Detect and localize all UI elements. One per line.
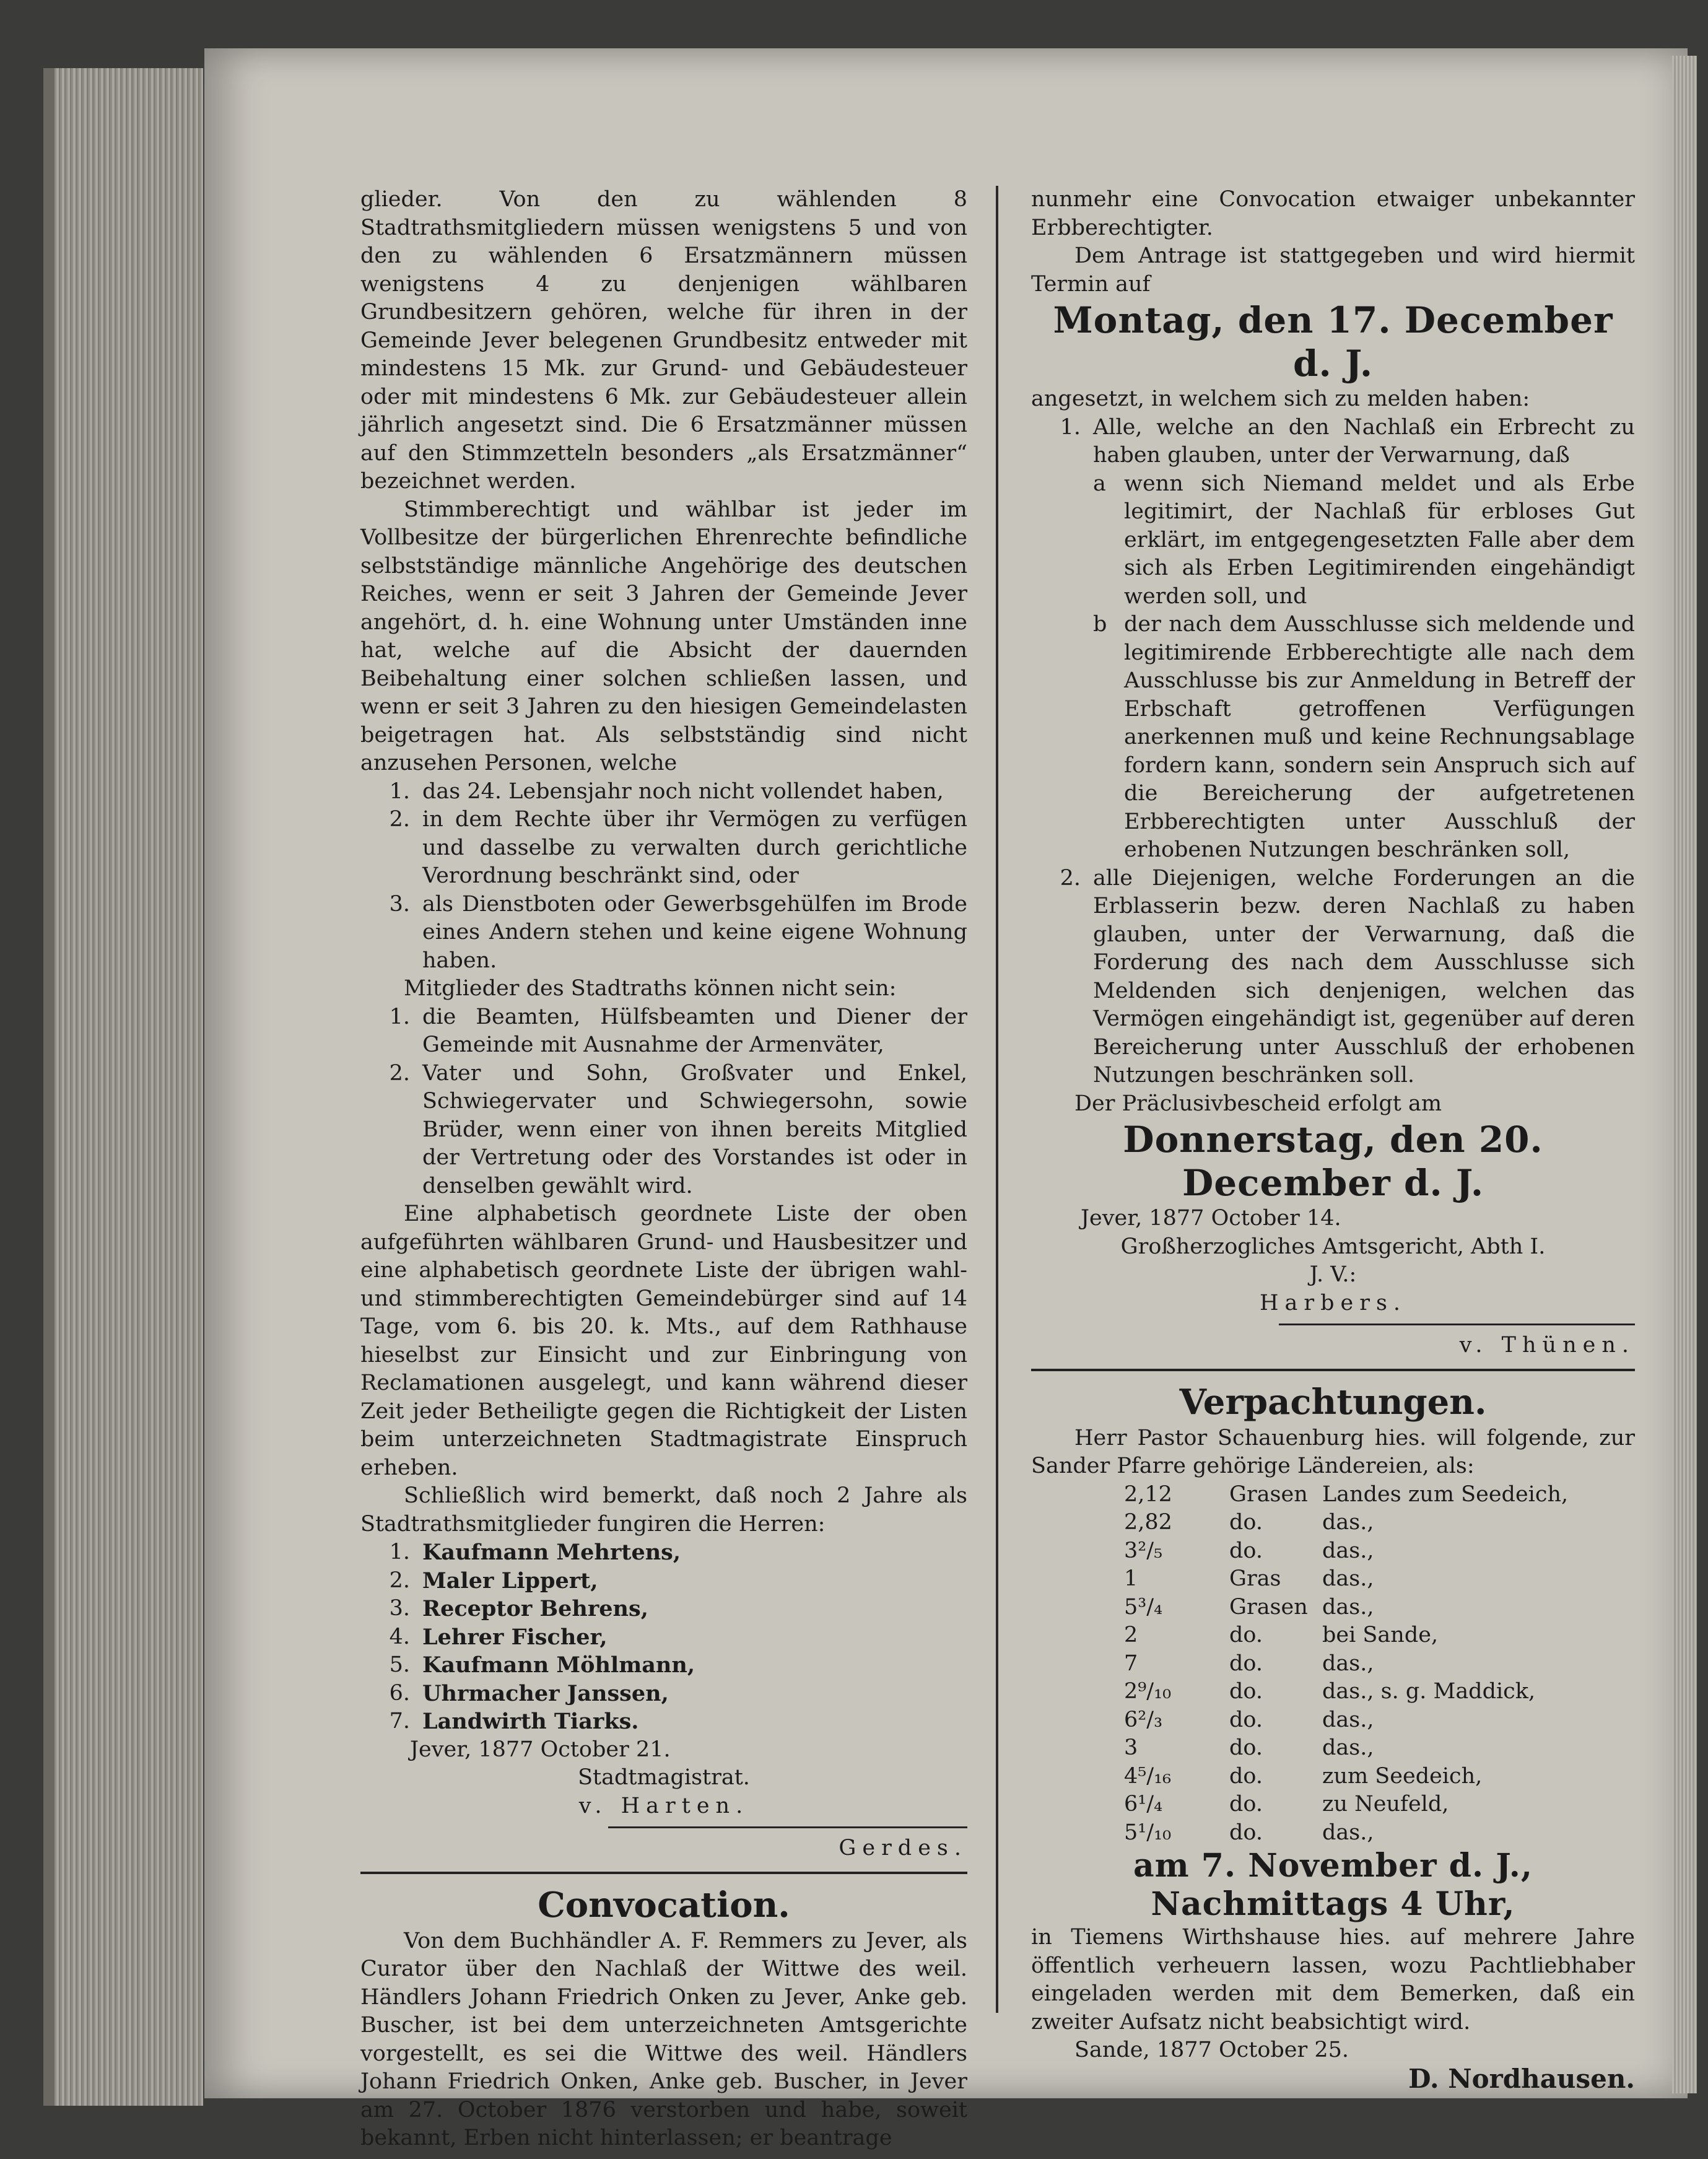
- table-row: 2⁹/₁₀ do. das., s. g. Maddick,: [1124, 1679, 1536, 1704]
- column-divider: [996, 186, 998, 2013]
- clerk: v. Thünen.: [1459, 1333, 1635, 1358]
- list-item: 1. das 24. Lebensjahr noch nicht vollendet haben,: [389, 779, 944, 804]
- ineligible-list: [360, 1003, 967, 1201]
- convocation-continued: nunmehr eine Convocation etwaiger unbekannter Erbberechtigter.: [1031, 187, 1635, 240]
- list-item: 1. Kaufmann Mehrtens,: [389, 1540, 681, 1565]
- table-row: 3²/₅ do. das.,: [1124, 1538, 1374, 1563]
- convocation-title: Convocation.: [538, 1884, 790, 1926]
- left-column: [360, 186, 967, 2153]
- table-row: 4⁵/₁₆ do. zum Seedeich,: [1124, 1763, 1483, 1789]
- list-item: 4. Lehrer Fischer,: [389, 1624, 608, 1650]
- dateline: Jever, 1877 October 14.: [1081, 1206, 1341, 1231]
- claimants-list: [1031, 414, 1635, 1090]
- lease-paragraph: in Tiemens Wirthshause hies. auf mehrere Jahre öffentlich verheuern lassen, wozu Pachtliebhaber eingeladen werden mit dem Bemerken, daß ein zweiter Aufsatz nicht beabsichtigt wird.: [1031, 1925, 1635, 2035]
- clerk: Gerdes.: [839, 1836, 967, 1860]
- lease-table: [1031, 1481, 1635, 1847]
- election-paragraph-2: Stimmberechtigt und wählbar ist jeder im Vollbesitze der bürgerlichen Ehrenrechte befindliche selbstständige männliche Angehörige des deutschen Reiches, wenn er seit 3 Jahren der Gemeinde Jever angehört, d. h. eine Wohnung unter Umständen inne hat, welche auf die Absicht der dauernden Beibehaltung einer solchen schließen lassen, und wenn er seit 3 Jahren zu den hiesigen Gemeindelasten beigetragen hat. Als selbstständig sind nicht anzusehen Personen, welche: [360, 497, 967, 775]
- signature-rule: [1279, 1324, 1635, 1325]
- signer: v. Harten.: [578, 1793, 749, 1818]
- dateline: Jever, 1877 October 21.: [410, 1737, 671, 1762]
- list-item: 1. die Beamten, Hülfsbeamten und Diener der Gemeinde mit Ausnahme der Armenväter,: [389, 1004, 967, 1057]
- table-row: 2 do. bei Sande,: [1124, 1623, 1439, 1647]
- table-row: 5¹/₁₀ do. das.,: [1124, 1820, 1374, 1845]
- right-column: [1031, 186, 1635, 2093]
- table-row: 2,82 do. das.,: [1124, 1510, 1374, 1535]
- section-rule: [360, 1872, 967, 1874]
- preclusion-date: Donnerstag, den 20. December d. J.: [1123, 1119, 1543, 1204]
- table-row: 1 Gras das.,: [1124, 1566, 1374, 1591]
- table-row: 3 do. das.,: [1124, 1735, 1374, 1760]
- lease-intro: Herr Pastor Schauenburg hies. will folgende, zur Sander Pfarre gehörige Ländereien, als:: [1031, 1425, 1635, 1478]
- lease-title: Verpachtungen.: [1179, 1381, 1487, 1423]
- convocation-paragraph: Von dem Buchhändler A. F. Remmers zu Jever, als Curator über den Nachlaß der Wittwe des weil. Händlers Johann Friedrich Onken zu Jever, Anke geb. Buscher, ist bei dem unterzeichneten Amtsgerichte vorgestellt, es sei die Wittwe des weil. Händlers Johann Friedrich Onken, Anke geb. Buscher, in Jever am 27. October 1876 verstorben und habe, soweit bekannt, Erben nicht hinterlassen; er beantrage: [360, 1928, 967, 2150]
- list-item: 7. Landwirth Tiarks.: [389, 1709, 639, 1734]
- lease-date: am 7. November d. J.,: [1133, 1847, 1533, 1885]
- term-paragraph: Dem Antrage ist stattgegeben und wird hiermit Termin auf: [1031, 243, 1635, 297]
- table-row: 5³/₄ Grasen das.,: [1124, 1594, 1374, 1620]
- court: Großherzogliches Amtsgericht, Abth I.: [1120, 1234, 1546, 1259]
- list-item: 5. Kaufmann Möhlmann,: [389, 1652, 695, 1678]
- page-right-edge: [1672, 56, 1697, 2093]
- list-item: 2. Maler Lippert,: [389, 1568, 598, 1594]
- table-row: 7 do. das.,: [1124, 1651, 1374, 1676]
- list-item: 6. Uhrmacher Janssen,: [389, 1680, 669, 1706]
- authority: Stadtmagistrat.: [578, 1765, 750, 1790]
- members-list: [360, 1538, 967, 1736]
- table-row: 2,12 Grasen Landes zum Seedeich,: [1124, 1481, 1569, 1507]
- list-item: 3. Receptor Behrens,: [389, 1596, 648, 1621]
- voter-list-paragraph: Eine alphabetisch geordnete Liste der oben aufgeführten wählbaren Grund- und Hausbesitzer und eine alphabetisch geordnete Liste der übrigen wahl- und stimmberechtigten Gemeindebürger sind auf 14 Tage, vom 6. bis 20. k. Mts., auf dem Rathhause hieselbst zur Einsicht und zur Einbringung von Reclamationen ausgelegt, und kann während dieser Zeit jeder Betheiligte gegen die Richtigkeit der Listen beim unterzeichneten Stadtmagistrate Einspruch erheben.: [360, 1202, 967, 1480]
- signer: Harbers.: [1259, 1290, 1407, 1315]
- list-item: 3. als Dienstboten oder Gewerbsgehülfen im Brode eines Andern stehen und keine eigene Wohnung haben.: [389, 891, 967, 973]
- preclusion-paragraph: Der Präclusivbescheid erfolgt am: [1074, 1091, 1442, 1116]
- signature-rule: [608, 1826, 967, 1828]
- election-paragraph-1: glieder. Von den zu wählenden 8 Stadtrathsmitgliedern müssen wenigstens 5 und von den zu wählenden 6 Ersatzmännern müssen wenigstens 4 zu denjenigen wählbaren Grundbesitzern gehören, welche für ihren in der Gemeinde Jever belegenen Grundbesitz entweder mit mindestens 15 Mk. zur Grund- und Gebäudesteuer oder mit mindestens 6 Mk. zur Gebäudesteuer allein jährlich angesetzt sind. Die 6 Ersatzmänner müssen auf den Stimmzetteln besonders „als Ersatzmänner“ bezeichnet werden.: [360, 187, 967, 494]
- register-paragraph: angesetzt, in welchem sich zu melden haben:: [1031, 386, 1530, 411]
- iv: J. V.:: [1309, 1262, 1357, 1287]
- remaining-members-paragraph: Schließlich wird bemerkt, daß noch 2 Jahre als Stadtrathsmitglieder fungiren die Herren:: [360, 1483, 967, 1537]
- section-rule: [1031, 1369, 1635, 1371]
- list-item: 2. Vater und Sohn, Großvater und Enkel, Schwiegervater und Schwiegersohn, sowie Brüder, wenn einer von ihnen bereits Mitglied der Vertretung oder des Vorstandes ist oder in denselben gewählt wird.: [389, 1060, 967, 1198]
- book-edge: [43, 68, 203, 2106]
- list-item: 1. Alle, welche an den Nachlaß ein Erbrecht zu haben glauben, unter der Verwarnung, daß a wenn sich Niemand meldet und als Erbe legitimirt, der Nachlaß für erbloses Gut erklärt, im entgegengesetzten Falle aber dem sich als Erben Legitimirenden eingehändigt werden soll, und b der nach dem Ausschlusse sich meldende und legitimirende Erbberechtigte alle nach dem Ausschlusse bis zur Anmeldung in Betreff der Erbschaft getroffenen Verfügungen anerkennen muß und keine Rechnungsablage fordern kann, sondern sein Anspruch sich auf die Bereicherung der aufgetretenen Erbberechtigten unter Ausschluß der erhobenen Nutzungen beschränken soll,: [1060, 414, 1635, 862]
- lease-signer: D. Nordhausen.: [1408, 2063, 1635, 2094]
- term-date: Montag, den 17. December d. J.: [1053, 299, 1613, 385]
- list-item: 2. alle Diejenigen, welche Forderungen an die Erblasserin bezw. deren Nachlaß zu haben glauben, unter der Verwarnung, daß die Forderung des nach dem Ausschlusse sich Meldenden sich denjenigen, welchen das Vermögen eingehändigt ist, gegenüber auf deren Bereicherung unter Ausschluß der erhobenen Nutzungen beschränken soll.: [1060, 865, 1635, 1088]
- table-row: 6²/₃ do. das.,: [1124, 1707, 1374, 1732]
- list-item: 2. in dem Rechte über ihr Vermögen zu verfügen und dasselbe zu verwalten durch gerichtliche Verordnung beschränkt sind, oder: [389, 807, 967, 888]
- exclusion-list: [360, 778, 967, 975]
- table-row: 6¹/₄ do. zu Neufeld,: [1124, 1792, 1449, 1817]
- lease-dateline: Sande, 1877 October 25.: [1074, 2038, 1349, 2062]
- lease-time: Nachmittags 4 Uhr,: [1151, 1885, 1515, 1923]
- council-ineligible-heading: Mitglieder des Stadtraths können nicht sein:: [404, 976, 897, 1001]
